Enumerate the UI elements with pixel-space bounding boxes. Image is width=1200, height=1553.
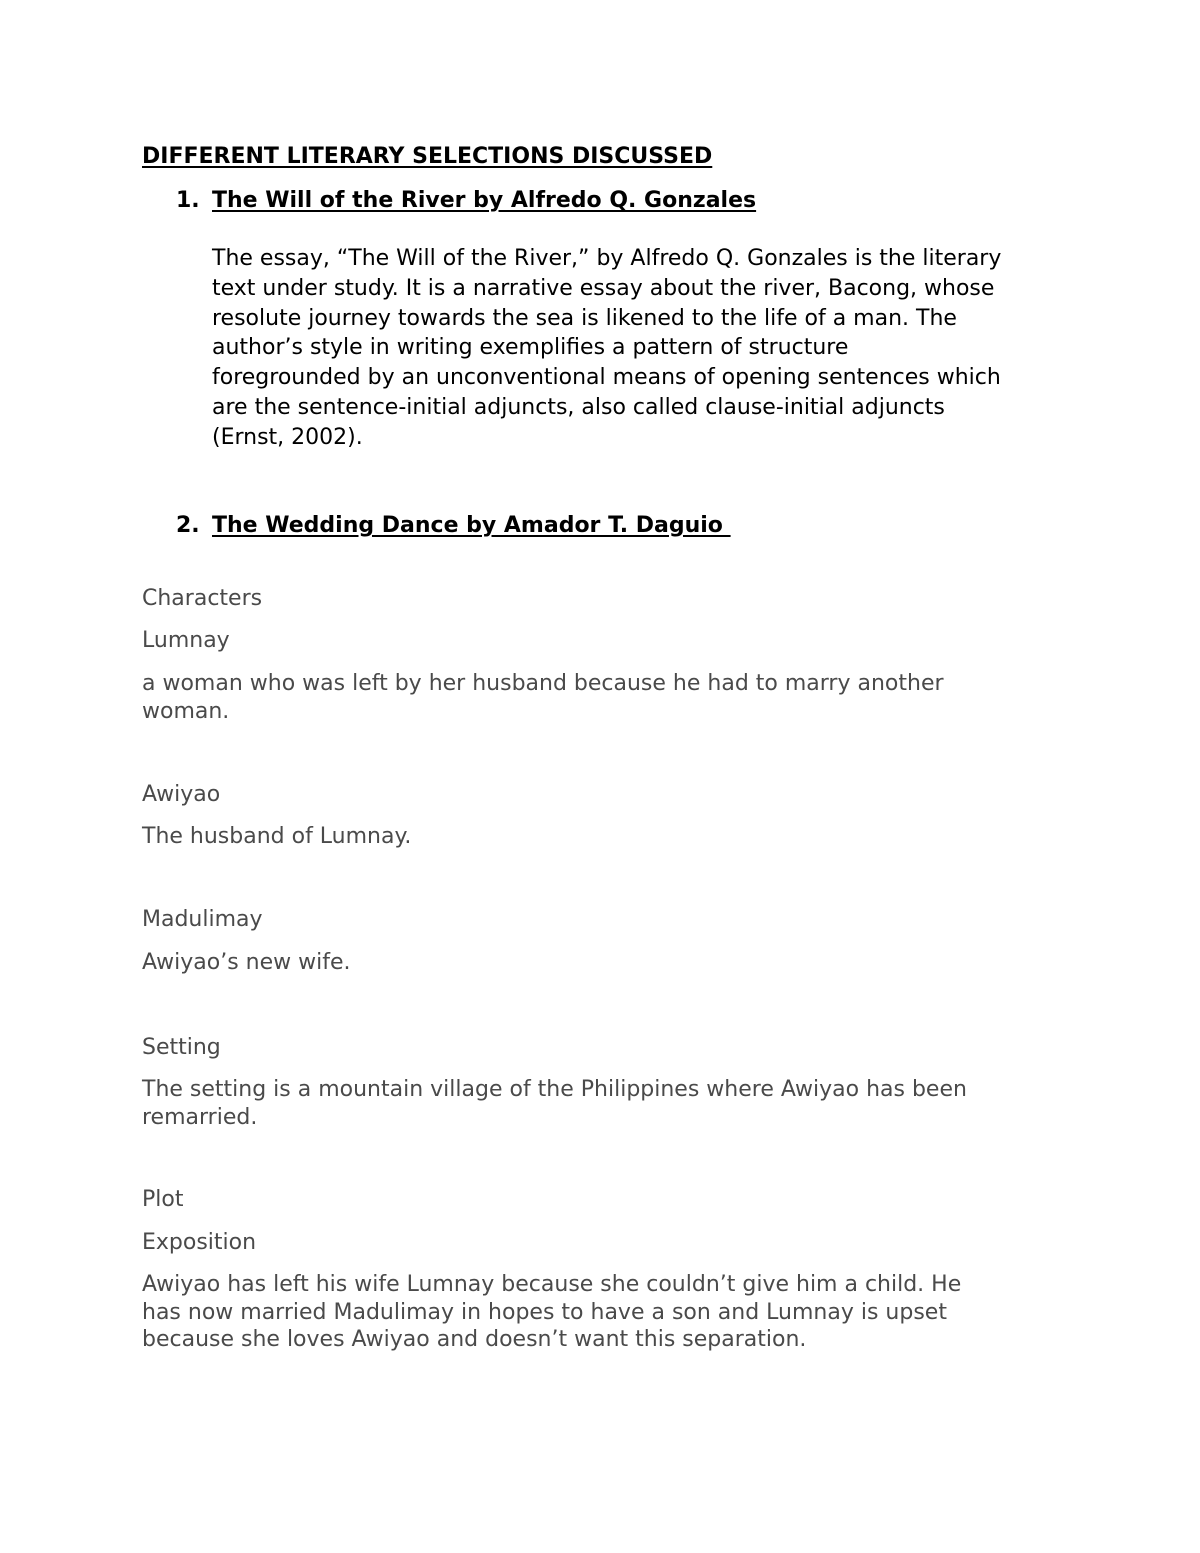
- essay-line: (Ernst, 2002).: [212, 424, 363, 450]
- section-1-heading: [176, 186, 756, 216]
- exposition-line: Awiyao has left his wife Lumnay because she couldn’t give him a child. He: [142, 1272, 962, 1297]
- description-line: woman.: [142, 698, 230, 724]
- setting-label: Setting: [142, 1035, 221, 1060]
- character-madulimay-name: Madulimay: [142, 907, 263, 932]
- section-2-number: 2.: [176, 513, 200, 538]
- character-awiyao-description: The husband of Lumnay.: [142, 824, 412, 849]
- exposition-text: [142, 1271, 1042, 1354]
- character-madulimay-description: Awiyao’s new wife.: [142, 950, 351, 975]
- document-title: DIFFERENT LITERARY SELECTIONS DISCUSSED: [142, 144, 713, 169]
- section-1-number: 1.: [176, 188, 200, 213]
- essay-line: text under study. It is a narrative essay about the river, Bacong, whose: [212, 275, 995, 301]
- exposition-line: because she loves Awiyao and doesn’t want this separation.: [142, 1327, 807, 1352]
- characters-label: Characters: [142, 586, 263, 611]
- essay-line: foregrounded by an unconventional means of opening sentences which: [212, 365, 1001, 391]
- essay-line: are the sentence-initial adjuncts, also called clause-initial adjuncts: [212, 394, 945, 420]
- exposition-label: Exposition: [142, 1230, 257, 1255]
- section-2-title: The Wedding Dance by Amador T. Daguio: [212, 513, 731, 538]
- essay-line: resolute journey towards the sea is likened to the life of a man. The: [212, 305, 957, 331]
- character-awiyao-name: Awiyao: [142, 782, 221, 807]
- description-line: a woman who was left by her husband because he had to marry another: [142, 671, 944, 696]
- setting-description: [142, 1076, 1042, 1131]
- section-1-essay: [212, 244, 1072, 453]
- essay-line: author’s style in writing exemplifies a pattern of structure: [212, 335, 849, 361]
- section-2-heading: [176, 511, 731, 541]
- essay-line: The essay, “The Will of the River,” by Alfredo Q. Gonzales is the literary: [212, 246, 1002, 271]
- exposition-line: has now married Madulimay in hopes to have a son and Lumnay is upset: [142, 1299, 947, 1325]
- description-line: The setting is a mountain village of the Philippines where Awiyao has been: [142, 1077, 967, 1102]
- section-1-title: The Will of the River by Alfredo Q. Gonzales: [212, 188, 757, 213]
- plot-label: Plot: [142, 1187, 184, 1212]
- character-lumnay-description: [142, 670, 1042, 725]
- character-lumnay-name: Lumnay: [142, 628, 230, 653]
- description-line: remarried.: [142, 1104, 258, 1130]
